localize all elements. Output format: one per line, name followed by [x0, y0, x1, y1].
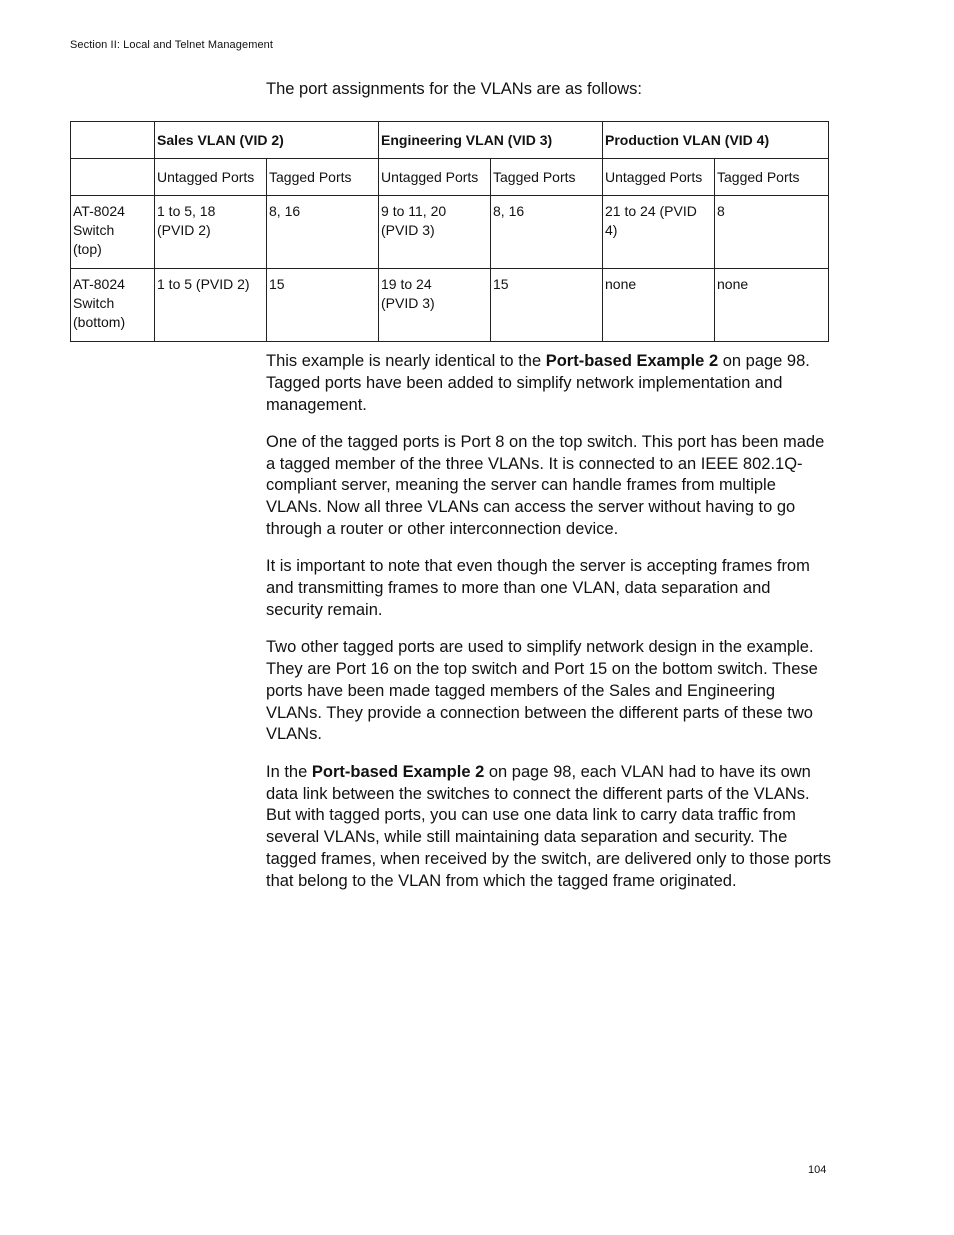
link-reference-bold: Port-based Example 2	[311, 762, 485, 781]
text-run: on page 98, each VLAN had to have its own data link between the switches to connect the different parts of the VLANs. But with tagged ports, you can use one data link to carry data traffic from several VLANs, while still maintaining data separation and security. The tagged frames, when received by the switch, are delivered only to those ports that belong to the VLAN from which the tagged frame originated.	[266, 762, 831, 890]
cell-line: 1 to 5, 18	[157, 203, 216, 219]
table-cell	[603, 196, 715, 269]
table-intro: The port assignments for the VLANs are as follows:	[266, 80, 643, 98]
row-label-line: (bottom)	[73, 314, 126, 330]
cell-line: 1 to 5 (PVID 2)	[157, 276, 250, 292]
table-subheader-row	[71, 159, 829, 196]
paragraph-1	[266, 351, 831, 416]
table-cell	[155, 269, 267, 342]
cell-line: 9 to 11, 20	[381, 203, 447, 219]
paragraph-3: It is important to note that even though the server is accepting frames from and transmitting frames to more than one VLAN, data separation and security remain.	[266, 557, 810, 619]
cell-line: 8	[717, 203, 725, 219]
subheader-cell: Untagged Ports	[603, 159, 715, 196]
cell-line: none	[605, 276, 637, 292]
cell-line: 15	[493, 276, 509, 292]
body-text	[266, 351, 831, 908]
table-row	[71, 269, 829, 342]
cell-line: (PVID 2)	[157, 222, 211, 238]
table-row	[71, 196, 829, 269]
cell-line: 15	[269, 276, 285, 292]
table-cell	[379, 196, 491, 269]
cell-line: 8, 16	[493, 203, 525, 219]
row-label-line: AT-8024	[73, 203, 125, 219]
table-cell	[267, 196, 379, 269]
cell-line: (PVID 3)	[381, 295, 435, 311]
text-run: In the	[266, 762, 312, 781]
table-cell	[491, 269, 603, 342]
cell-line: none	[717, 276, 749, 292]
subheader-cell: Untagged Ports	[155, 159, 267, 196]
table-cell	[715, 269, 829, 342]
cell-line: 21 to 24 (PVID 4)	[605, 203, 697, 238]
row-label-line: AT-8024	[73, 276, 125, 292]
table-cell	[155, 196, 267, 269]
table-cell	[715, 196, 829, 269]
group-header-sales: Sales VLAN (VID 2)	[155, 122, 379, 159]
cell-line: 8, 16	[269, 203, 301, 219]
table-group-header-row	[71, 122, 829, 159]
empty-corner-cell	[71, 122, 155, 159]
link-reference-bold: Port-based Example 2	[545, 352, 719, 370]
subheader-cell: Tagged Ports	[715, 159, 829, 196]
empty-subheader-cell	[71, 159, 155, 196]
cell-line: (PVID 3)	[381, 222, 435, 238]
row-label-line: (top)	[73, 241, 102, 257]
table-cell	[267, 269, 379, 342]
row-label-cell	[71, 196, 155, 269]
table-cell	[379, 269, 491, 342]
subheader-cell: Untagged Ports	[379, 159, 491, 196]
table-cell	[603, 269, 715, 342]
section-header: Section II: Local and Telnet Management	[70, 39, 274, 51]
group-header-engineering: Engineering VLAN (VID 3)	[379, 122, 603, 159]
row-label-line: Switch	[73, 222, 115, 238]
text-run: This example is nearly identical to the	[266, 352, 546, 370]
vlan-port-table	[70, 121, 829, 342]
table-cell	[491, 196, 603, 269]
paragraph-2: One of the tagged ports is Port 8 on the top switch. This port has been made a tagged member of the three VLANs. It is connected to an IEEE 802.1Q-compliant server, meaning the server can handle frames from multiple VLANs. Now all three VLANs can access the server without having to go through a router or other interconnection device.	[266, 432, 825, 539]
paragraph-5	[266, 762, 831, 893]
page-number: 104	[808, 1164, 827, 1176]
paragraph-4: Two other tagged ports are used to simplify network design in the example. They are Port 16 on the top switch and Port 15 on the bottom switch. These ports have been made tagged members of the Sales and Engineering VLANs. They provide a connection between the different parts of these two VLANs.	[266, 638, 818, 744]
cell-line: 19 to 24	[381, 276, 432, 292]
text-run: on page 98. Tagged ports have been added to simplify network implementation and management.	[266, 352, 810, 414]
subheader-cell: Tagged Ports	[267, 159, 379, 196]
row-label-line: Switch	[73, 295, 115, 311]
row-label-cell	[71, 269, 155, 342]
group-header-production: Production VLAN (VID 4)	[603, 122, 829, 159]
subheader-cell: Tagged Ports	[491, 159, 603, 196]
